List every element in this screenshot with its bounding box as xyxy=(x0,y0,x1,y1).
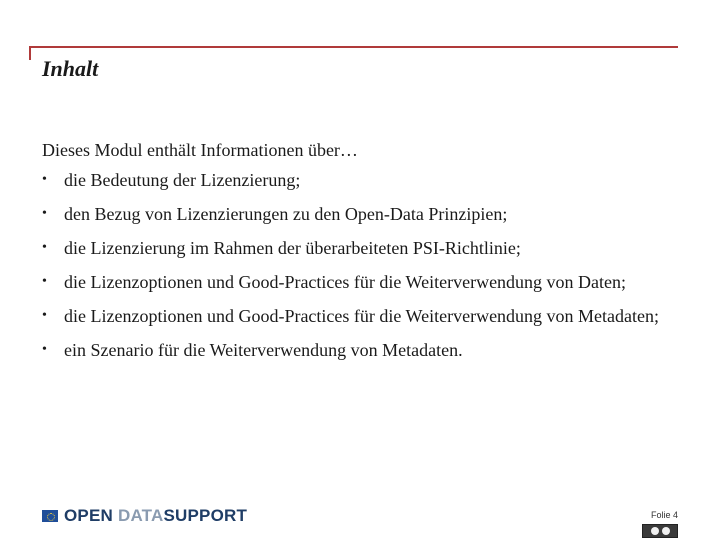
bullet-marker: • xyxy=(42,342,47,357)
list-item-text: die Lizenzoptionen und Good-Practices für die Weiterverwendung von Daten; xyxy=(64,272,627,292)
eu-flag-icon xyxy=(42,510,58,522)
open-data-support-logo xyxy=(42,505,247,527)
list-item xyxy=(42,204,672,224)
list-item-text: die Lizenzierung im Rahmen der überarbeiteten PSI-Richtlinie; xyxy=(64,238,521,258)
list-item xyxy=(42,170,672,190)
list-item xyxy=(42,238,672,258)
bullet-marker: • xyxy=(42,206,47,221)
logo-data-text: DATA xyxy=(117,506,164,525)
top-rule-bracket xyxy=(29,46,31,60)
bullet-marker: • xyxy=(42,172,47,187)
bullet-marker: • xyxy=(42,308,47,323)
creative-commons-icon xyxy=(642,524,678,538)
slide-title: Inhalt xyxy=(42,56,99,81)
list-item-text: den Bezug von Lizenzierungen zu den Open-Data Prinzipien; xyxy=(64,204,508,224)
page-number: Folie 4 xyxy=(650,510,678,520)
list-item xyxy=(42,272,672,292)
cc-circle-icon xyxy=(651,527,659,535)
bullet-marker: • xyxy=(42,240,47,255)
intro-text: Dieses Modul enthält Informationen über… xyxy=(42,140,358,160)
top-rule xyxy=(29,46,678,48)
logo-support-text: SUPPORT xyxy=(163,506,248,525)
bullet-marker: • xyxy=(42,274,47,289)
list-item-text: ein Szenario für die Weiterverwendung von Metadaten. xyxy=(64,340,463,360)
logo-open-text: OPEN xyxy=(64,506,113,525)
list-item xyxy=(42,340,672,360)
list-item-text: die Bedeutung der Lizenzierung; xyxy=(64,170,301,190)
list-item-text: die Lizenzoptionen und Good-Practices für die Weiterverwendung von Metadaten; xyxy=(64,306,660,326)
by-circle-icon xyxy=(662,527,670,535)
bullet-list xyxy=(42,170,672,374)
list-item xyxy=(42,306,672,326)
